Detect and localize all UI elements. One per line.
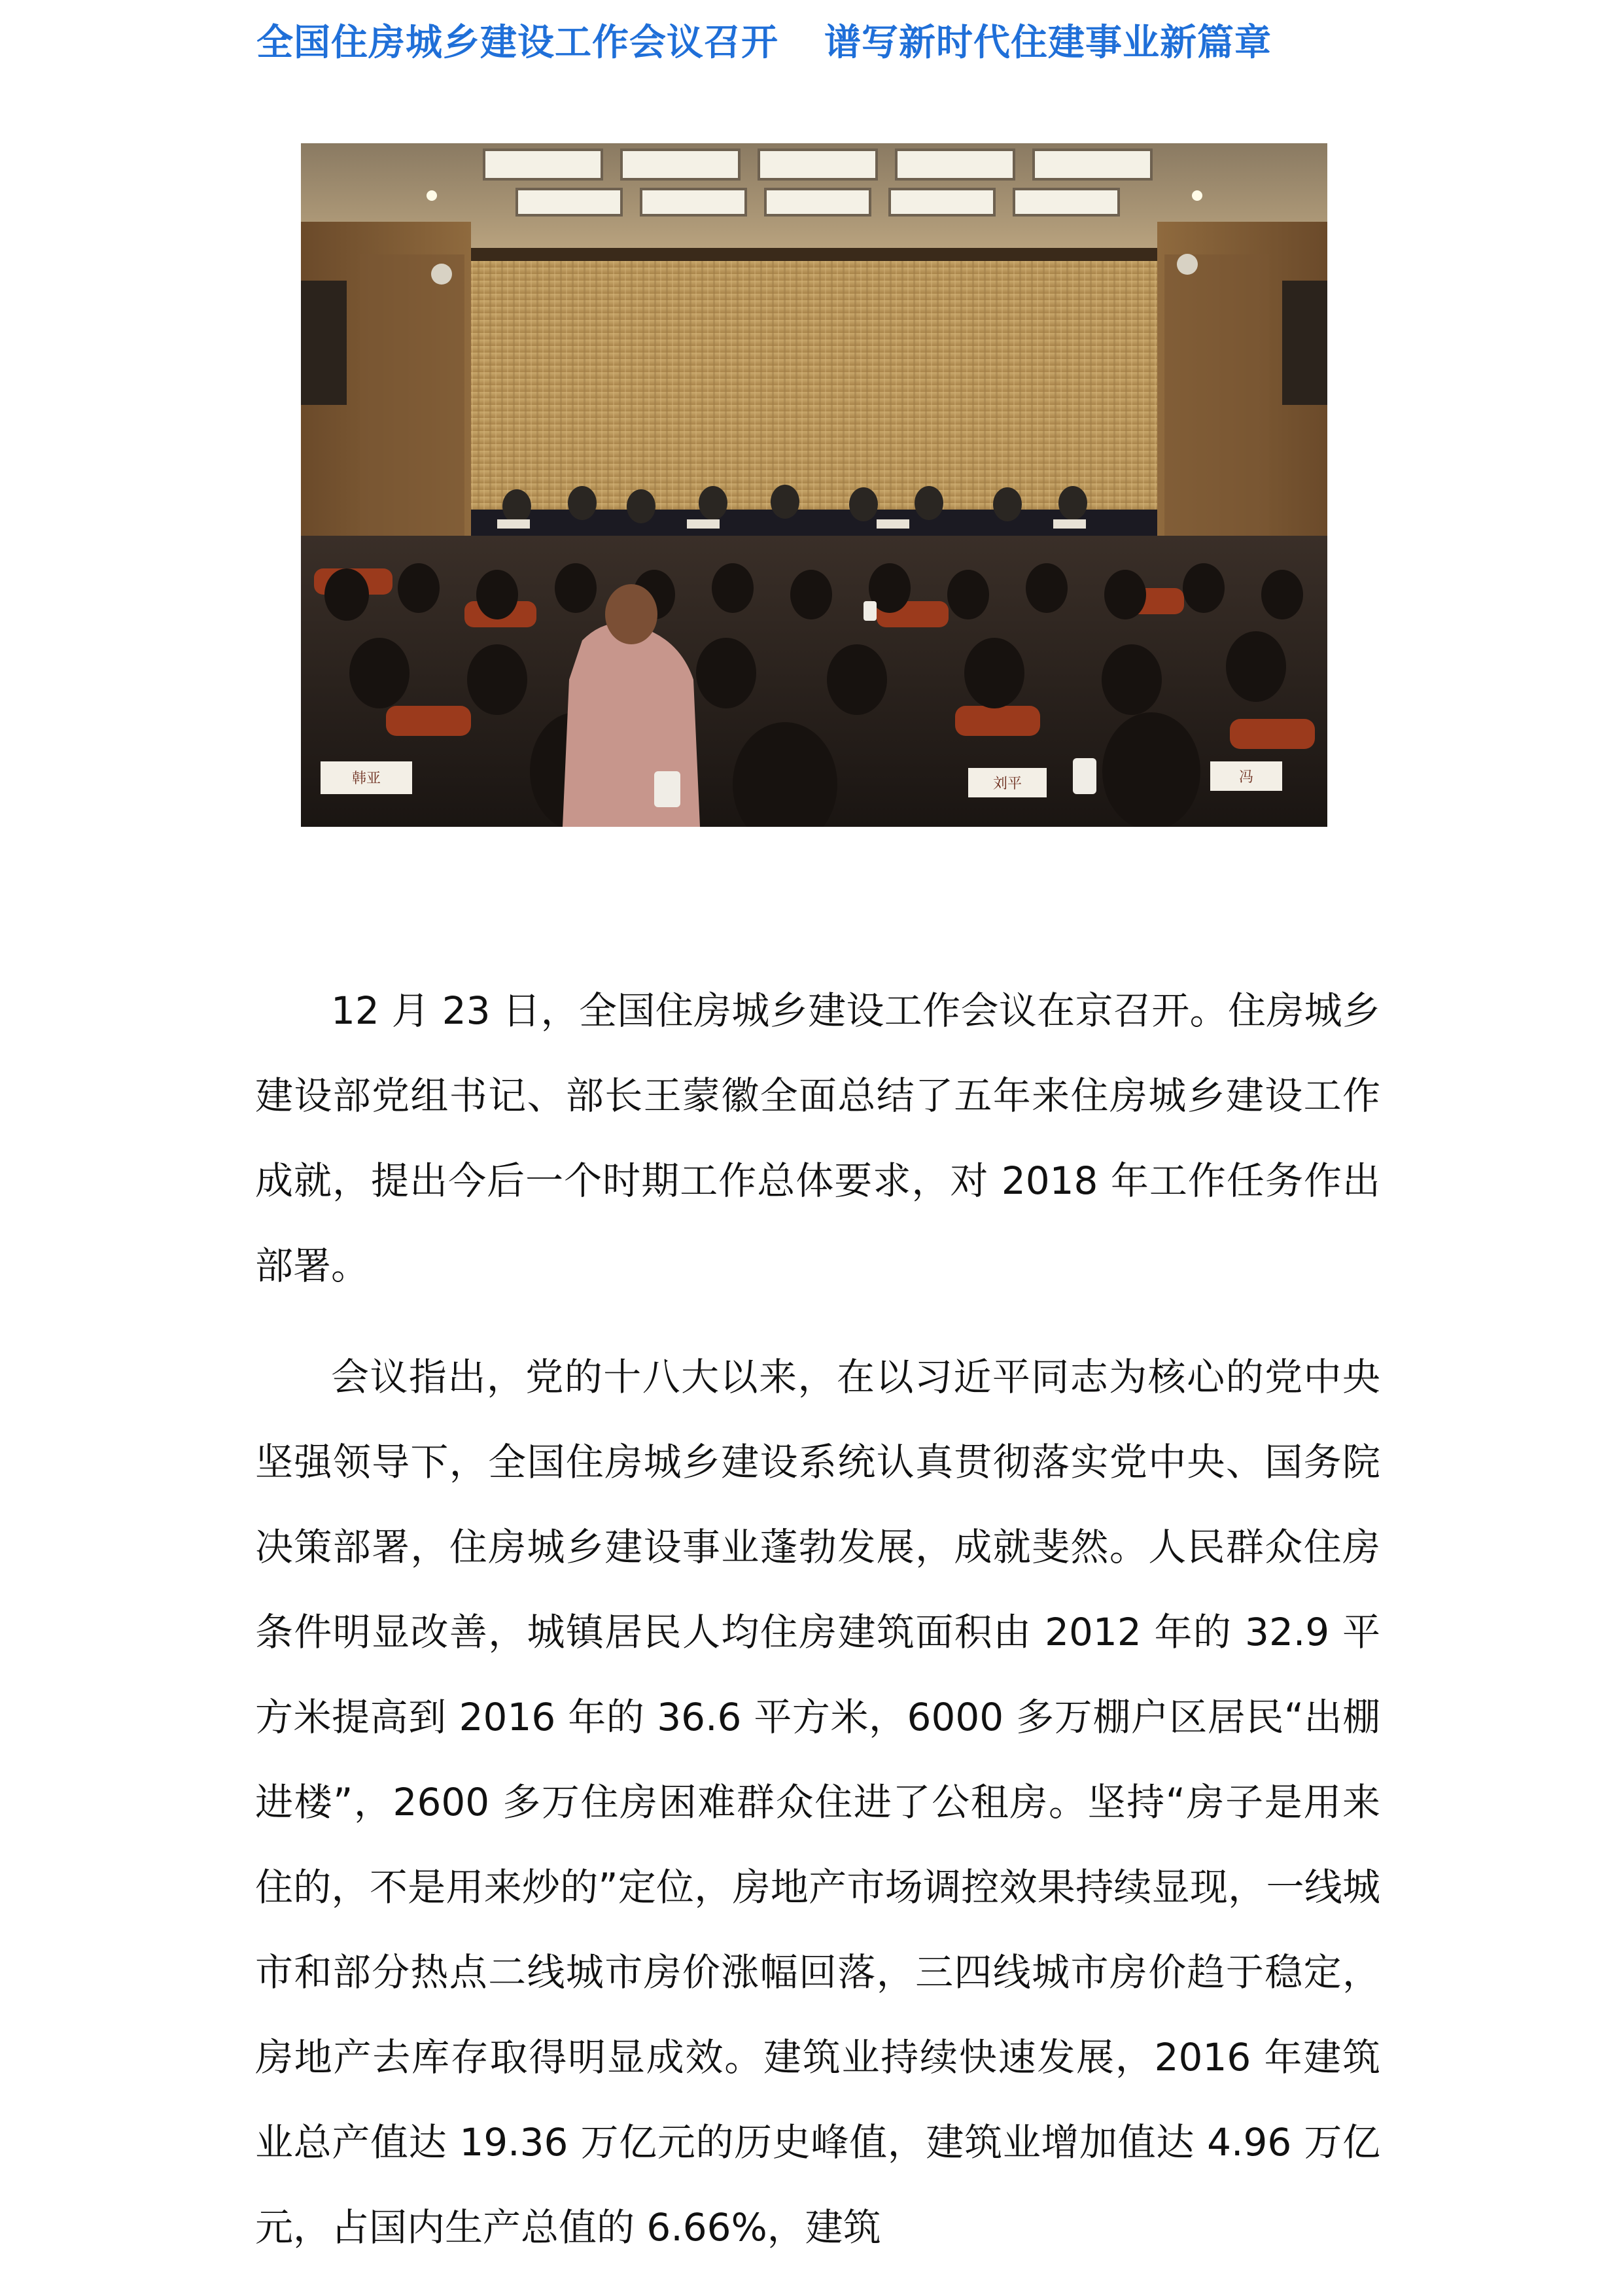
paragraph: 12 月 23 日，全国住房城乡建设工作会议在京召开。住房城乡建设部党组书记、部长王蒙徽全面总结了五年来住房城乡建设工作成就，提出今后一个时期工作总体要求，对 2018 年工作任务作出部署。 (255, 988, 1380, 1288)
placard-label: 刘平 (992, 776, 1022, 792)
article-title (256, 17, 1395, 69)
article-title-main: 全国住房城乡建设工作会议召开 (256, 22, 778, 64)
placard-label: 韩亚 (351, 771, 381, 787)
article-body (255, 968, 1380, 2296)
conference-hall-illustration (301, 143, 1327, 827)
article-title-sub: 谱写新时代住建事业新篇章 (824, 22, 1272, 64)
conference-photo (301, 143, 1327, 827)
placard-label: 冯 (1238, 769, 1254, 786)
paragraph: 会议指出，党的十八大以来，在以习近平同志为核心的党中央坚强领导下，全国住房城乡建设系统认真贯彻落实党中央、国务院决策部署，住房城乡建设事业蓬勃发展，成就斐然。人民群众住房条件明显改善，城镇居民人均住房建筑面积由 2012 年的 32.9 平方米提高到 2016 年的 36.6 平方米，6000 多万棚户区居民“出棚进楼”，2600 多万住房困难群众住进了公租房。坚持“房子是用来住的，不是用来炒的”定位，房地产市场调控效果持续显现，一线城市和部分热点二线城市房价涨幅回落，三四线城市房价趋于稳定，房地产去库存取得明显成效。建筑业持续快速发展，2016 年建筑业总产值达 19.36 万亿元的历史峰值，建筑业增加值达 4.96 万亿元，占国内生产总值的 6.66%，建筑 (255, 1355, 1380, 2250)
